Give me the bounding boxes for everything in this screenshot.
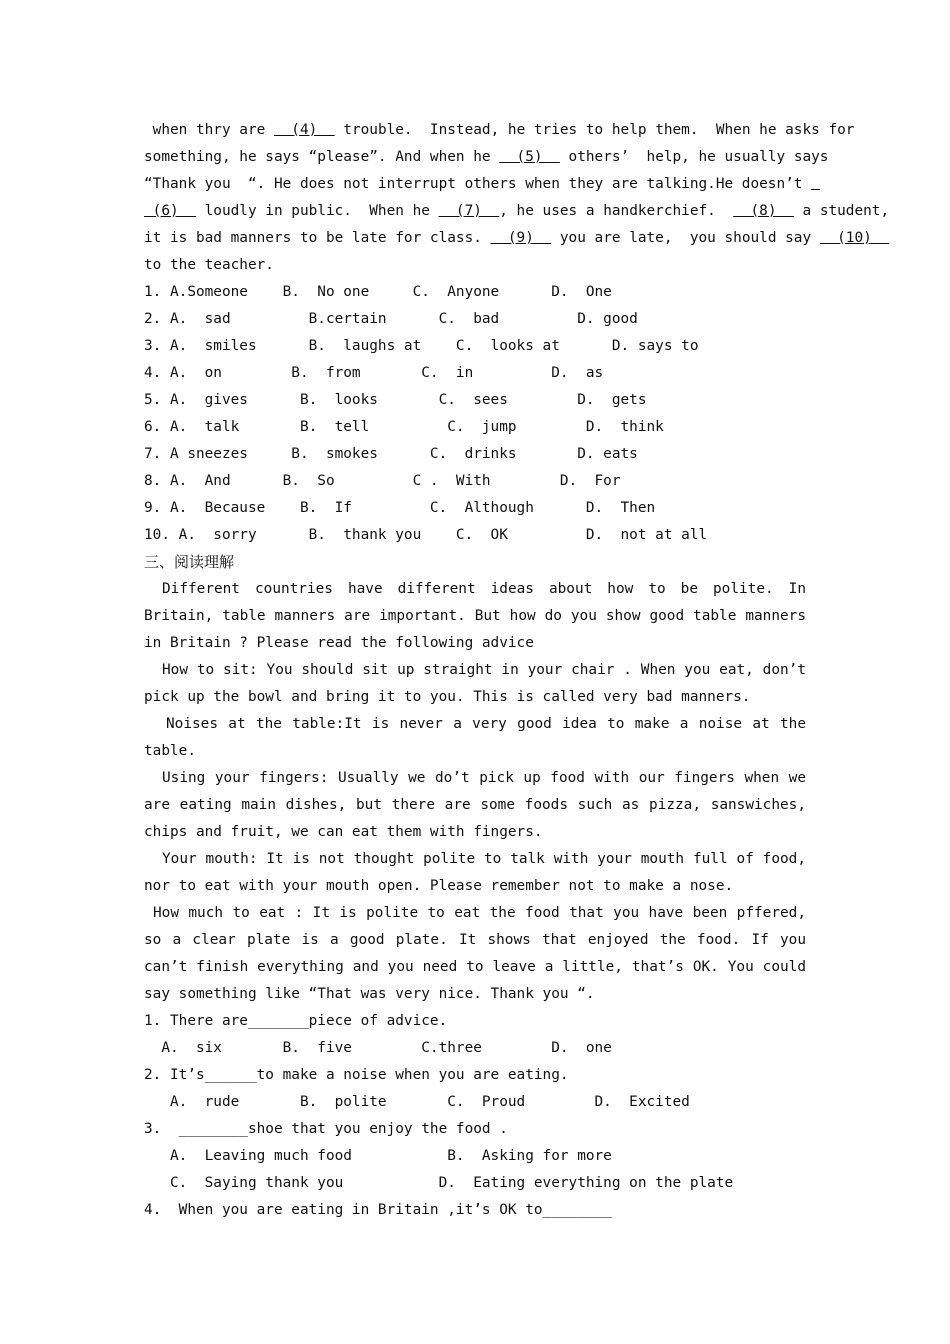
reading-paragraph: Your mouth: It is not thought polite to talk with your mouth full of food, nor to eat with your mouth open. Please remember not to make a nose. (144, 851, 806, 894)
cloze-blank: (9) (490, 230, 552, 246)
cloze-line (144, 117, 855, 144)
cloze-line (144, 171, 812, 198)
cloze-text: something, he says “please”. And when he (144, 149, 500, 165)
question-options: C. Saying thank you D. Eating everything on the plate (144, 1175, 734, 1191)
reading-passage (144, 576, 806, 1008)
cloze-option-row: 10. A. sorry B. thank you C. OK D. not at all (144, 527, 708, 543)
cloze-blank: (8) (733, 203, 794, 219)
cloze-option-row: 7. A sneezes B. smokes C. drinks D. eats (144, 446, 638, 462)
question-stem: 4. When you are eating in Britain ,it’s OK to________ (144, 1202, 612, 1218)
cloze-text: you are late, you should say (551, 230, 820, 246)
cloze-line (144, 144, 829, 171)
cloze-text: , he uses a handkerchief. (499, 203, 734, 219)
cloze-line (144, 252, 806, 279)
cloze-option-row: 1. A.Someone B. No one C. Anyone D. One (144, 284, 612, 300)
question-stem: 1. There are_______piece of advice. (144, 1013, 448, 1029)
question-options: A. six B. five C.three D. one (144, 1040, 612, 1056)
cloze-text: trouble. Instead, he tries to help them. When he asks for (334, 122, 855, 138)
reading-paragraph: Using your fingers: Usually we do’t pick up food with our fingers when we are eating main dishes, but there are some foods such as pizza, sanswiches, chips and fruit, we can eat them with fingers. (144, 770, 806, 840)
cloze-text: a student, (793, 203, 890, 219)
reading-paragraph: How much to eat : It is polite to eat the food that you have been pffered, so a clear plate is a good plate. It shows that enjoyed the food. If you can’t finish everything and you need to leave a little, that’s OK. You could say something like “That was very nice. Thank you “. (144, 905, 806, 1002)
reading-paragraph: Noises at the table:It is never a very good idea to make a noise at the table. (144, 716, 806, 759)
cloze-blank: (6) (144, 203, 196, 219)
cloze-text: to the teacher. (144, 257, 274, 273)
cloze-option-row: 3. A. smiles B. laughs at C. looks at D. says to (144, 338, 699, 354)
cloze-blank: (4) (273, 122, 335, 138)
cloze-blank: (7) (438, 203, 500, 219)
comprehension-questions (144, 1008, 806, 1224)
cloze-passage (144, 117, 890, 279)
cloze-blank: (10) (819, 230, 890, 246)
cloze-option-row: 4. A. on B. from C. in D. as (144, 365, 604, 381)
question-stem: 2. It’s______to make a noise when you are eating. (144, 1067, 569, 1083)
question-options: A. Leaving much food B. Asking for more (144, 1148, 612, 1164)
cloze-options-list (144, 279, 806, 549)
cloze-line (144, 198, 890, 225)
worksheet-page (144, 117, 890, 1224)
reading-paragraph: How to sit: You should sit up straight in your chair . When you eat, don’t pick up the bowl and bring it to you. This is called very bad manners. (144, 662, 806, 705)
reading-paragraph: Different countries have different ideas about how to be polite. In Britain, table manners are important. But how do you show good table manners in Britain ? Please read the following advice (144, 581, 806, 651)
question-options: A. rude B. polite C. Proud D. Excited (144, 1094, 690, 1110)
cloze-text: when thry are (144, 122, 274, 138)
section-heading: 三、阅读理解 (144, 553, 235, 571)
cloze-text: “Thank you “. He does not interrupt others when they are talking.He doesn’t (144, 176, 812, 192)
cloze-text: it is bad manners to be late for class. (144, 230, 491, 246)
cloze-text: others’ help, he usually says (559, 149, 829, 165)
question-stem: 3. ________shoe that you enjoy the food . (144, 1121, 508, 1137)
cloze-option-row: 6. A. talk B. tell C. jump D. think (144, 419, 664, 435)
cloze-option-row: 9. A. Because B. If C. Although D. Then (144, 500, 656, 516)
cloze-blank (811, 176, 820, 192)
cloze-option-row: 8. A. And B. So C . With D. For (144, 473, 621, 489)
cloze-option-row: 2. A. sad B.certain C. bad D. good (144, 311, 638, 327)
cloze-option-row: 5. A. gives B. looks C. sees D. gets (144, 392, 647, 408)
cloze-blank: (5) (499, 149, 560, 165)
cloze-line (144, 225, 890, 252)
cloze-text: loudly in public. When he (195, 203, 439, 219)
